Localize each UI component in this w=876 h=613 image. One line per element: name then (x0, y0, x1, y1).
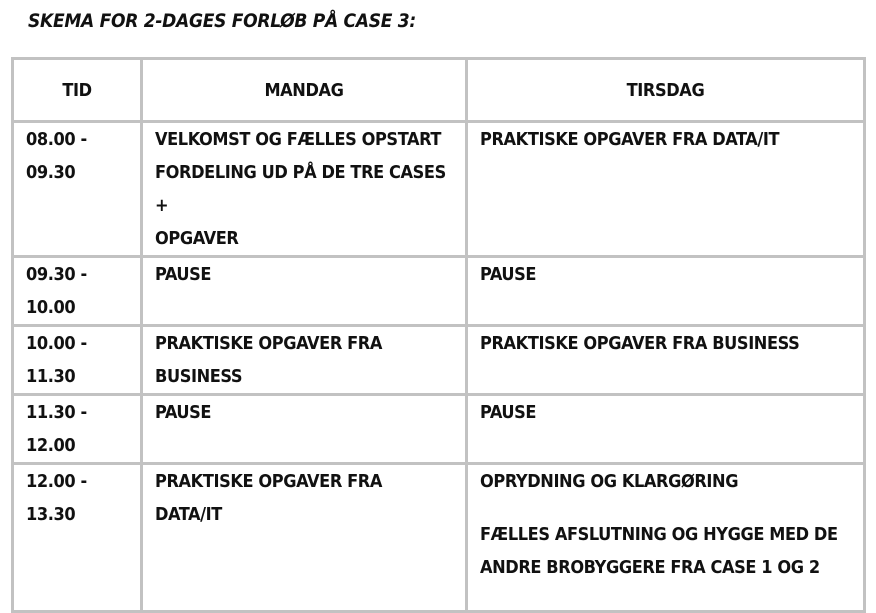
time-cell: 10.00 - 11.30 (14, 327, 140, 393)
spacer (480, 498, 851, 518)
table-row (14, 396, 863, 462)
header-tuesday: TIRSDAG (468, 60, 863, 120)
header-monday: MANDAG (143, 60, 465, 120)
tuesday-cell: PRAKTISKE OPGAVER FRA BUSINESS (468, 327, 863, 393)
cell-line: PRAKTISKE OPGAVER FRA DATA/IT (480, 129, 780, 150)
table-row (14, 465, 863, 610)
schedule-title: SKEMA FOR 2-DAGES FORLØB PÅ CASE 3: (28, 10, 416, 32)
monday-cell: PRAKTISKE OPGAVER FRA BUSINESS (143, 327, 465, 393)
time-cell: 09.30 - 10.00 (14, 258, 140, 324)
cell-line: ANDRE BROBYGGERE FRA CASE 1 OG 2 (480, 557, 820, 578)
time-cell: 12.00 - 13.30 (14, 465, 140, 610)
cell-line: FÆLLES AFSLUTNING OG HYGGE MED DE (480, 524, 838, 545)
monday-cell (143, 465, 465, 610)
table-row (14, 327, 863, 393)
header-row (14, 60, 863, 120)
monday-cell: PAUSE (143, 258, 465, 324)
cell-line: OPRYDNING OG KLARGØRING (480, 471, 739, 492)
time-cell: 08.00 - 09.30 (14, 123, 140, 255)
tuesday-cell: PAUSE (468, 396, 863, 462)
tuesday-cell: PAUSE (468, 258, 863, 324)
tuesday-cell (468, 465, 863, 610)
cell-line: PRAKTISKE OPGAVER FRA DATA/IT (155, 471, 383, 525)
header-time: TID (14, 60, 140, 120)
monday-cell: PAUSE (143, 396, 465, 462)
table-row (14, 258, 863, 324)
time-cell: 11.30 - 12.00 (14, 396, 140, 462)
cell-line: OPGAVER (155, 228, 239, 249)
cell-line: FORDELING UD PÅ DE TRE CASES + (155, 162, 446, 216)
cell-line: VELKOMST OG FÆLLES OPSTART (155, 129, 441, 150)
monday-cell (143, 123, 465, 255)
table-row (14, 123, 863, 255)
schedule-table (11, 57, 866, 613)
tuesday-cell (468, 123, 863, 255)
